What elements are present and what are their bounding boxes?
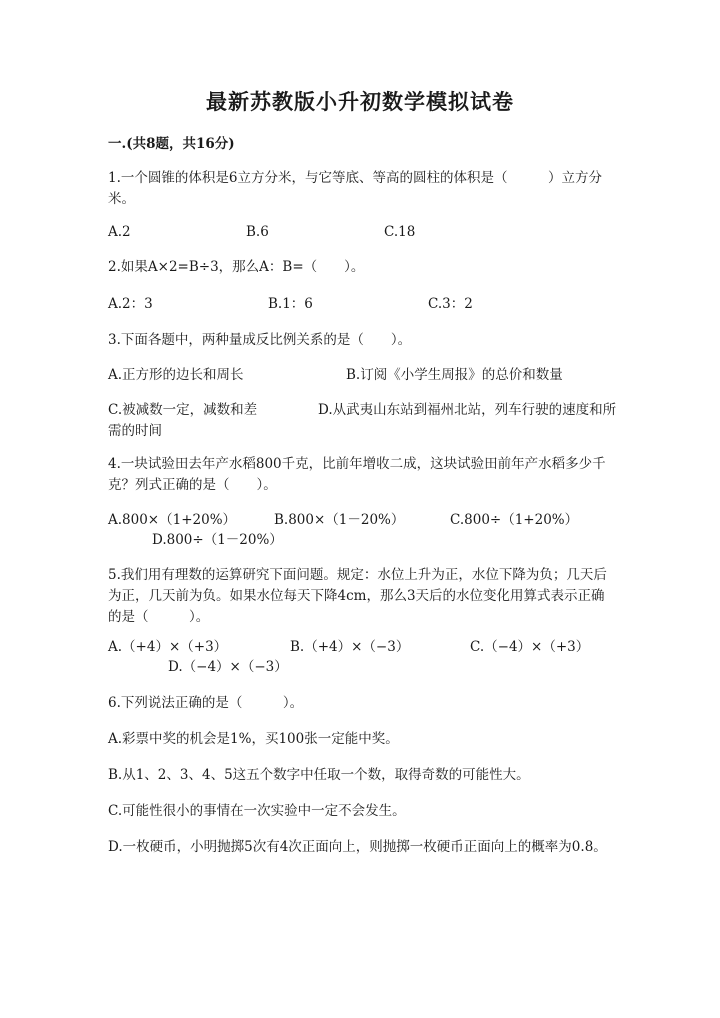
question-5-option-d: D.（−4）×（−3） <box>168 659 288 675</box>
question-4-stem: 4.一块试验田去年产水稻800千克，比前年增收二成，这块试验田前年产水稻多少千克？列式正确的是（ ）。 <box>108 456 606 493</box>
question-3-option-c: C.被减数一定，减数和差 <box>108 402 258 418</box>
question-1-option-c: C.18 <box>384 224 416 240</box>
question-2-stem: 2.如果A×2=B÷3，那么A：B=（ ）。 <box>108 259 365 275</box>
question-2-option-b: B.1：6 <box>268 296 313 312</box>
question-1-option-b: B.6 <box>246 224 269 240</box>
question-5-option-a: A.（+4）×（+3） <box>108 639 228 655</box>
question-6-stem: 6.下列说法正确的是（ ）。 <box>108 695 304 711</box>
question-4-option-c: C.800÷（1+20%） <box>450 512 579 528</box>
question-6-option-d: D.一枚硬币，小明抛掷5次有4次正面向上，则抛掷一枚硬币正面向上的概率为0.8。 <box>108 839 607 855</box>
question-1-stem: 1.一个圆锥的体积是6立方分米，与它等底、等高的圆柱的体积是（ ）立方分米。 <box>108 170 602 207</box>
question-4-option-a: A.800×（1+20%） <box>108 512 237 528</box>
question-6-option-c: C.可能性很小的事情在一次实验中一定不会发生。 <box>108 803 406 819</box>
question-2-option-a: A.2：3 <box>108 296 153 312</box>
question-5-stem: 5.我们用有理数的运算研究下面问题。规定：水位上升为正，水位下降为负；几天后为正，几天前为负。如果水位每天下降4cm，那么3天后的水位变化用算式表示正确的是（ ）。 <box>108 567 607 625</box>
question-2-option-c: C.3：2 <box>428 296 473 312</box>
page-title: 最新苏教版小升初数学模拟试卷 <box>206 89 514 114</box>
question-3-option-a: A.正方形的边长和周长 <box>108 367 244 383</box>
question-4-option-d: D.800÷（1－20%） <box>152 532 283 548</box>
section-header: 一.(共8题，共16分) <box>108 136 235 152</box>
question-5-option-c: C.（−4）×（+3） <box>470 639 590 655</box>
question-5-option-b: B.（+4）×（−3） <box>290 639 410 655</box>
question-6-option-a: A.彩票中奖的机会是1%，买100张一定能中奖。 <box>108 731 399 747</box>
question-3-option-d: D.从武夷山东站到福州北站，列车行驶的速度和所需的时间 <box>108 402 617 439</box>
question-1-option-a: A.2 <box>108 224 131 240</box>
question-3-option-b: B.订阅《小学生周报》的总价和数量 <box>346 367 563 383</box>
question-6-option-b: B.从1、2、3、4、5这五个数字中任取一个数，取得奇数的可能性大。 <box>108 767 530 783</box>
question-4-option-b: B.800×（1－20%） <box>274 512 405 528</box>
question-3-stem: 3.下面各题中，两种量成反比例关系的是（ ）。 <box>108 332 412 348</box>
